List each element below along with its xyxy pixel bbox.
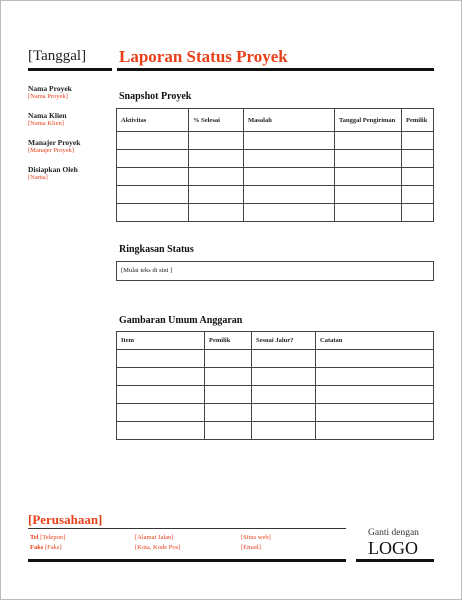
footer-contact-phone: [30, 533, 130, 553]
col-percent-done: % Selesai: [189, 109, 244, 132]
table-cell[interactable]: [244, 150, 335, 168]
table-cell[interactable]: [189, 132, 244, 150]
footer-bottom-rule-right: [356, 559, 434, 562]
table-cell[interactable]: [316, 386, 434, 404]
prepared-by-block: [28, 165, 114, 181]
table-cell[interactable]: [402, 150, 434, 168]
prepared-by-label: Disiapkan Oleh: [28, 165, 78, 174]
table-cell[interactable]: [335, 150, 402, 168]
table-cell[interactable]: [205, 368, 252, 386]
prepared-by-value[interactable]: [Nama]: [28, 174, 48, 181]
table-cell[interactable]: [117, 368, 205, 386]
website[interactable]: [Situs web]: [241, 534, 271, 541]
summary-textbox[interactable]: [Mulai teks di sini ]: [116, 261, 434, 281]
table-cell[interactable]: [205, 350, 252, 368]
table-row: [117, 386, 434, 404]
tel-value[interactable]: [Telepon]: [40, 534, 66, 541]
table-row: [117, 422, 434, 440]
table-cell[interactable]: [335, 132, 402, 150]
table-cell[interactable]: [117, 386, 205, 404]
snapshot-table: [116, 108, 434, 222]
table-cell[interactable]: [402, 186, 434, 204]
date-field[interactable]: [Tanggal]: [28, 48, 87, 64]
table-cell[interactable]: [189, 204, 244, 222]
table-cell[interactable]: [117, 150, 189, 168]
table-cell[interactable]: [189, 186, 244, 204]
table-cell[interactable]: [117, 204, 189, 222]
table-row: [117, 368, 434, 386]
table-row: [117, 350, 434, 368]
table-cell[interactable]: [117, 422, 205, 440]
header-rule-left: [28, 68, 112, 71]
table-cell[interactable]: [252, 350, 316, 368]
table-cell[interactable]: [316, 404, 434, 422]
table-row: [117, 186, 434, 204]
table-cell[interactable]: [244, 186, 335, 204]
table-cell[interactable]: [252, 386, 316, 404]
table-row: [117, 204, 434, 222]
table-cell[interactable]: [316, 350, 434, 368]
street-address[interactable]: [Alamat Jalan]: [135, 534, 174, 541]
table-row: [117, 168, 434, 186]
fax-label: Faks: [30, 544, 44, 551]
tel-label: Tel: [30, 534, 39, 541]
table-cell[interactable]: [189, 150, 244, 168]
table-cell[interactable]: [335, 168, 402, 186]
table-cell[interactable]: [402, 132, 434, 150]
col-activity: Aktivitas: [117, 109, 189, 132]
city-zip[interactable]: [Kota, Kode Pos]: [135, 544, 181, 551]
table-cell[interactable]: [117, 186, 189, 204]
table-row: [117, 404, 434, 422]
table-cell[interactable]: [335, 186, 402, 204]
col-notes: Catatan: [316, 332, 434, 350]
col-owner: Pemilik: [205, 332, 252, 350]
table-cell[interactable]: [205, 422, 252, 440]
fax-value[interactable]: [Faks]: [45, 544, 62, 551]
client-name-label: Nama Klien: [28, 111, 67, 120]
client-name-block: [28, 111, 114, 127]
snapshot-heading: Snapshot Proyek: [119, 91, 192, 102]
project-manager-label: Manajer Proyek: [28, 138, 81, 147]
table-row: [117, 132, 434, 150]
budget-header-row: [117, 332, 434, 350]
project-name-value[interactable]: [Nama Proyek]: [28, 93, 68, 100]
logo-placeholder[interactable]: LOGO: [368, 538, 418, 558]
col-delivery-date: Tanggal Pengiriman: [335, 109, 402, 132]
table-row: [117, 150, 434, 168]
email[interactable]: [Email]: [241, 544, 261, 551]
col-on-track: Sesuai Jalur?: [252, 332, 316, 350]
table-cell[interactable]: [316, 368, 434, 386]
table-cell[interactable]: [252, 404, 316, 422]
project-info-sidebar: [28, 84, 114, 181]
summary-heading: Ringkasan Status: [119, 244, 194, 255]
table-cell[interactable]: [117, 168, 189, 186]
table-cell[interactable]: [335, 204, 402, 222]
footer-contact-address: [135, 533, 235, 553]
budget-heading: Gambaran Umum Anggaran: [119, 315, 243, 326]
col-item: Item: [117, 332, 205, 350]
table-cell[interactable]: [117, 350, 205, 368]
footer-bottom-rule-left: [28, 559, 346, 562]
table-cell[interactable]: [402, 168, 434, 186]
header-rule-right: [117, 68, 434, 71]
company-name[interactable]: [Perusahaan]: [28, 512, 103, 527]
table-cell[interactable]: [205, 404, 252, 422]
project-manager-block: [28, 138, 114, 154]
footer-contact-web: [241, 533, 341, 553]
budget-table: [116, 331, 434, 440]
table-cell[interactable]: [117, 404, 205, 422]
project-manager-value[interactable]: [Manajer Proyek]: [28, 147, 75, 154]
table-cell[interactable]: [252, 422, 316, 440]
table-cell[interactable]: [244, 168, 335, 186]
footer-rule: [28, 528, 346, 529]
col-owner: Pemilik: [402, 109, 434, 132]
table-cell[interactable]: [244, 204, 335, 222]
table-cell[interactable]: [252, 368, 316, 386]
col-issues: Masalah: [244, 109, 335, 132]
table-cell[interactable]: [205, 386, 252, 404]
project-name-block: [28, 84, 114, 100]
report-title: Laporan Status Proyek: [119, 47, 288, 66]
client-name-value[interactable]: [Nama Klien]: [28, 120, 64, 127]
table-cell[interactable]: [316, 422, 434, 440]
project-name-label: Nama Proyek: [28, 84, 72, 93]
table-cell[interactable]: [117, 132, 189, 150]
snapshot-header-row: [117, 109, 434, 132]
table-cell[interactable]: [402, 204, 434, 222]
logo-caption: Ganti dengan: [368, 528, 419, 538]
table-cell[interactable]: [189, 168, 244, 186]
table-cell[interactable]: [244, 132, 335, 150]
